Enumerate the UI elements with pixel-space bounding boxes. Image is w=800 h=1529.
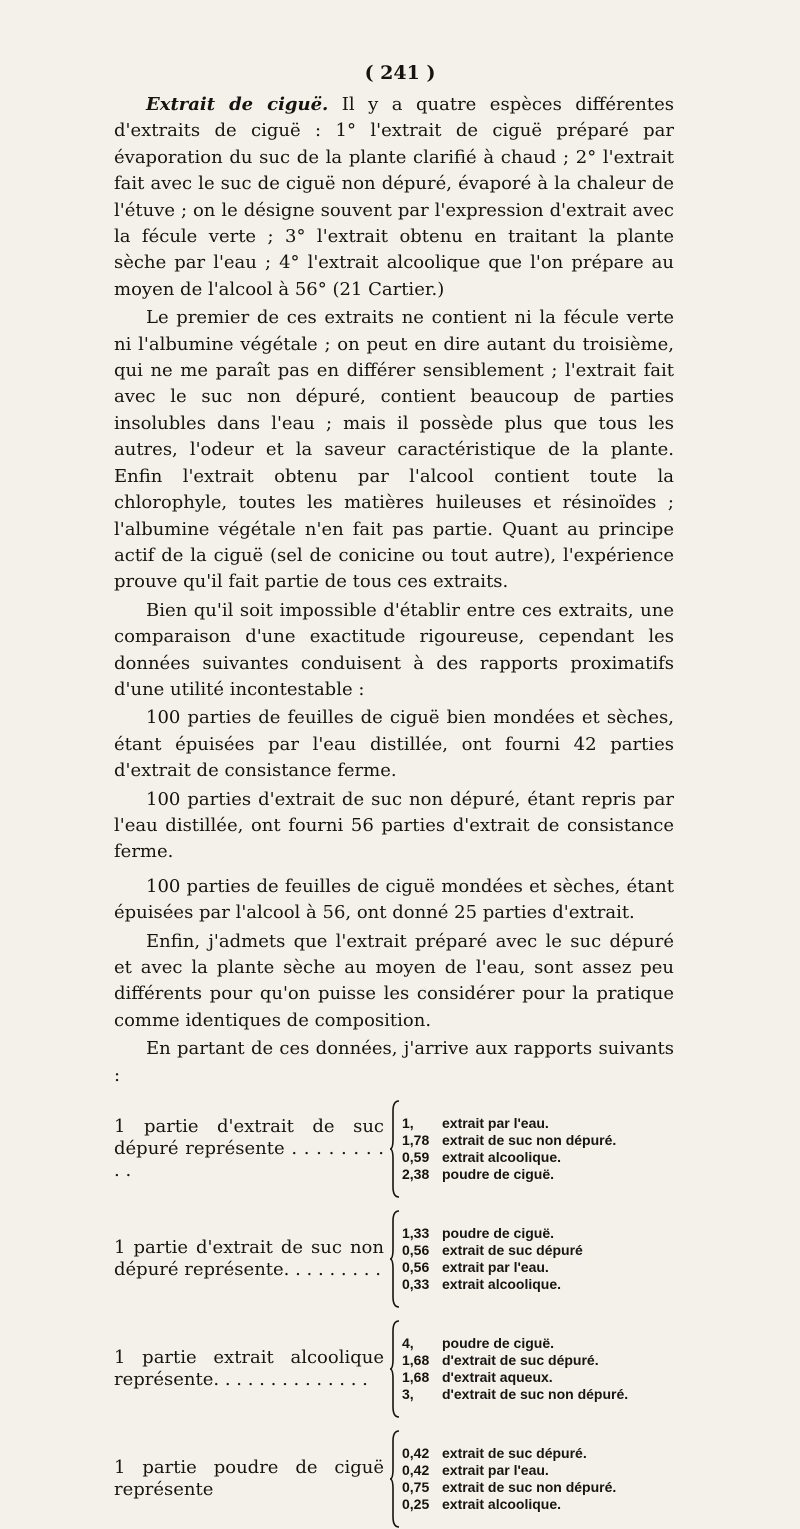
- ratio-values: [402, 1115, 616, 1182]
- ratio-subject: 1 partie extrait alcoolique représente. . . . . . . . . . . . . .: [114, 1347, 384, 1391]
- ratio-subject: 1 partie d'extrait de suc non dépuré représente. . . . . . . . .: [114, 1237, 384, 1281]
- paragraph-extrait-intro: [114, 92, 674, 303]
- ratio-row: [402, 1479, 616, 1496]
- ratio-label: extrait alcoolique.: [442, 1495, 562, 1512]
- ratio-label: poudre de ciguë.: [442, 1225, 555, 1242]
- paragraph-composition: Le premier de ces extraits ne contient ni la fécule verte ni l'albumine végétale ; on peut en dire autant du troisième, qui ne me paraît pas en différer sensiblement ; l'extrait fait avec le suc non dépuré, contient beaucoup de parties insolubles dans l'eau ; mais il possède plus que tous les autres, l'odeur et la saveur caractéristique de la plante. Enfin l'extrait obtenu par l'alcool contient toute la chlorophyle, toutes les matières huileuses et résinoïdes ; l'albumine végétale n'en fait pas partie. Quant au principe actif de la ciguë (sel de conicine ou tout autre), l'expérience prouve qu'il fait partie de tous ces extraits.: [114, 307, 674, 593]
- ratio-label: extrait de suc dépuré.: [442, 1445, 587, 1462]
- paragraph-comparison: Bien qu'il soit impossible d'établir entre ces extraits, une comparaison d'une exactitude rigoureuse, cependant les données suivantes conduisent à des rapports proximatifs d'une utilité incontestable :: [114, 599, 674, 700]
- ratio-number: 0,59: [402, 1149, 430, 1166]
- ratio-number: 0,25: [402, 1495, 430, 1512]
- ratio-label: extrait de suc non dépuré.: [442, 1132, 617, 1149]
- ratio-label: d'extrait de suc non dépuré.: [442, 1385, 629, 1402]
- ratio-row: [402, 1496, 616, 1513]
- paragraph-rapports: En partant de ces données, j'arrive aux rapports suivants :: [114, 1038, 674, 1086]
- ratio-number: 1,33: [402, 1225, 430, 1242]
- ratio-label: extrait de suc dépuré: [442, 1242, 583, 1259]
- ratio-row: [402, 1445, 616, 1462]
- page-body: [114, 92, 674, 1529]
- ratio-label: poudre de ciguë.: [442, 1335, 555, 1352]
- ratio-row: [402, 1335, 628, 1352]
- ratio-number: 0,42: [402, 1445, 430, 1462]
- brace-icon: [388, 1319, 402, 1419]
- brace-icon: [388, 1209, 402, 1309]
- ratio-label: extrait alcoolique.: [442, 1149, 562, 1166]
- ratio-row: [402, 1386, 628, 1403]
- ratio-label: d'extrait aqueux.: [442, 1369, 553, 1386]
- ratio-number: 0,56: [402, 1242, 430, 1259]
- ratio-row: [402, 1132, 616, 1149]
- ratio-number: 1,78: [402, 1132, 430, 1149]
- ratio-values: [402, 1445, 616, 1512]
- ratio-row: [402, 1369, 628, 1386]
- ratio-values: [402, 1335, 628, 1402]
- ratio-number: 1,68: [402, 1369, 430, 1386]
- ratio-row: [402, 1352, 628, 1369]
- ratio-row: [402, 1149, 616, 1166]
- ratio-row: [402, 1166, 616, 1183]
- paragraph-text: Il y a quatre espèces différentes d'extraits de ciguë : 1° l'extrait de ciguë préparé par évaporation du suc de la plante clarifié à chaud ; 2° l'extrait fait avec le suc de ciguë non dépuré, évaporé à la chaleur de l'étuve ; on le désigne souvent par l'expression d'extrait avec la fécule verte ; 3° l'extrait obtenu en traitant la plante sèche par l'eau ; 4° l'extrait alcoolique que l'on prépare au moyen de l'alcool à 56° (21 Cartier.): [114, 94, 674, 300]
- paragraph-data-1: 100 parties de feuilles de ciguë bien mondées et sèches, étant épuisées par l'eau distillée, ont fourni 42 parties d'extrait de consistance ferme.: [114, 707, 674, 782]
- brace-icon: [388, 1099, 402, 1199]
- ratio-row: [402, 1115, 616, 1132]
- ratio-label: extrait par l'eau.: [442, 1462, 549, 1479]
- brace-icon: [388, 1429, 402, 1529]
- paragraph-lead: Extrait de ciguë.: [146, 94, 329, 115]
- ratio-label: extrait par l'eau.: [442, 1259, 549, 1276]
- ratio-number: 3,: [402, 1385, 414, 1402]
- paragraph-data-2: 100 parties d'extrait de suc non dépuré, étant repris par l'eau distillée, ont fourni 56 parties d'extrait de consistance ferme.: [114, 788, 674, 863]
- ratio-number: 0,33: [402, 1275, 430, 1292]
- ratio-table: [114, 1099, 674, 1529]
- ratio-values: [402, 1225, 583, 1292]
- ratio-row: [402, 1225, 583, 1242]
- ratio-label: extrait par l'eau.: [442, 1115, 549, 1132]
- paragraph-conclusion: Enfin, j'admets que l'extrait préparé avec le suc dépuré et avec la plante sèche au moyen de l'eau, sont assez peu différents pour qu'on puisse les considérer pour la pratique comme identiques de composition.: [114, 930, 674, 1031]
- ratio-label: extrait de suc non dépuré.: [442, 1479, 617, 1496]
- ratio-number: 4,: [402, 1335, 414, 1352]
- ratio-subject: 1 partie poudre de ciguë représente: [114, 1457, 384, 1501]
- ratio-row: [402, 1276, 583, 1293]
- ratio-label: d'extrait de suc dépuré.: [442, 1352, 599, 1369]
- ratio-row: [402, 1242, 583, 1259]
- ratio-label: extrait alcoolique.: [442, 1275, 562, 1292]
- ratio-number: 1,: [402, 1115, 414, 1132]
- ratio-row: [402, 1462, 616, 1479]
- ratio-number: 0,75: [402, 1479, 430, 1496]
- ratio-subject: 1 partie d'extrait de suc dépuré représente . . . . . . . . . .: [114, 1116, 384, 1182]
- ratio-number: 2,38: [402, 1165, 430, 1182]
- page-number: ( 241 ): [364, 62, 436, 84]
- ratio-number: 1,68: [402, 1352, 430, 1369]
- ratio-group: [114, 1209, 674, 1309]
- ratio-group: [114, 1099, 674, 1199]
- ratio-number: 0,42: [402, 1462, 430, 1479]
- ratio-group: [114, 1319, 674, 1419]
- ratio-group: [114, 1429, 674, 1529]
- paragraph-data-3: 100 parties de feuilles de ciguë mondées et sèches, étant épuisées par l'alcool à 56, ont donné 25 parties d'extrait.: [114, 875, 674, 924]
- ratio-label: poudre de ciguë.: [442, 1165, 555, 1182]
- ratio-number: 0,56: [402, 1259, 430, 1276]
